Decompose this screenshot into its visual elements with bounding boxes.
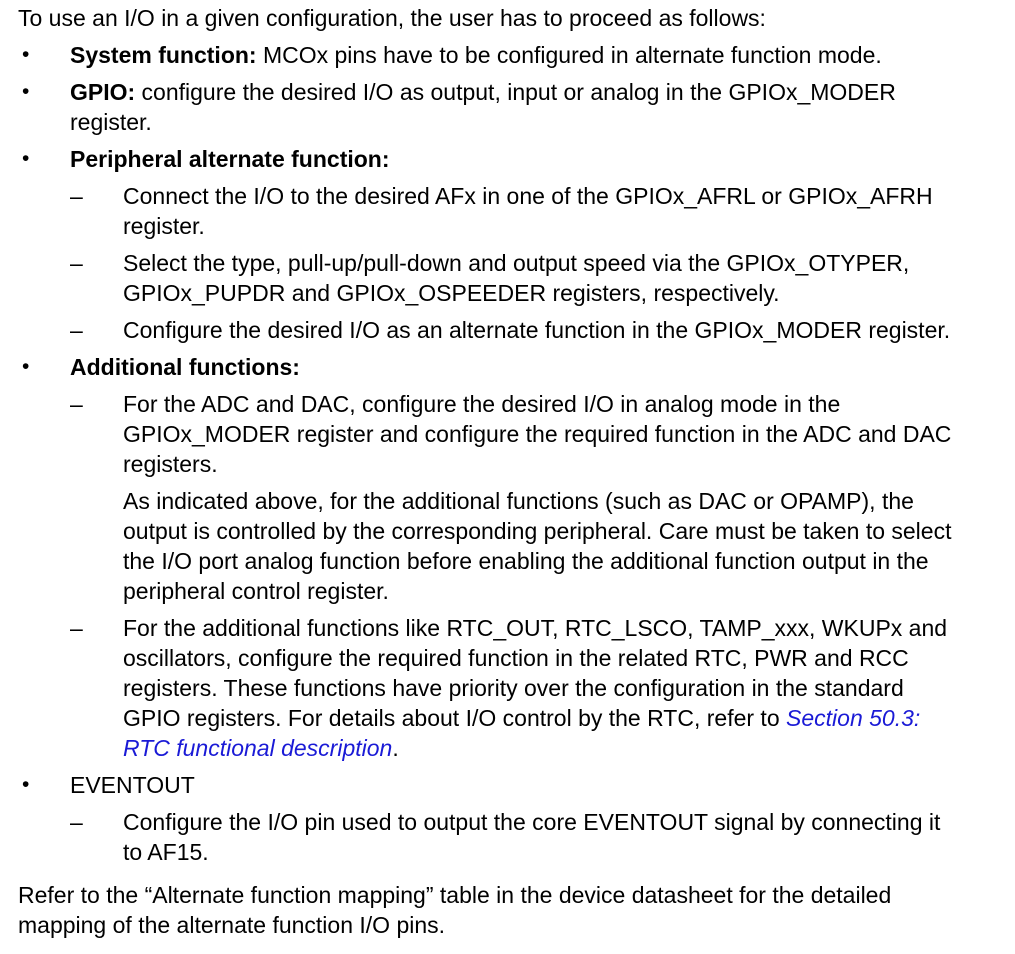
bullet-text: MCOx pins have to be configured in alternate function mode.: [256, 42, 882, 68]
subitem-text: register.: [123, 213, 205, 239]
note-text: output is controlled by the corresponding peripheral. Care must be taken to select: [123, 518, 952, 544]
dash-marker: –: [70, 250, 83, 276]
subitem-connect-afx: [18, 181, 1015, 241]
bullet-marker: •: [22, 80, 30, 103]
subitem-text: GPIO registers. For details about I/O control by the RTC, refer to: [123, 705, 787, 731]
subitem-text: GPIOx_PUPDR and GPIOx_OSPEEDER registers, respectively.: [123, 280, 780, 306]
document-body: [18, 3, 1015, 940]
outro-paragraph: [18, 880, 1015, 940]
subitem-text: Select the type, pull-up/pull-down and output speed via the GPIOx_OTYPER,: [123, 250, 910, 276]
subitem-adc-dac: [18, 389, 1015, 479]
subitem-text: to AF15.: [123, 839, 209, 865]
outro-text: Refer to the “Alternate function mapping” table in the device datasheet for the detailed: [18, 882, 892, 908]
bullet-gpio: [18, 77, 1015, 137]
dash-marker: –: [70, 615, 83, 641]
dash-marker: –: [70, 317, 83, 343]
dash-marker: –: [70, 391, 83, 417]
subitem-text: Configure the desired I/O as an alternate function in the GPIOx_MODER register.: [123, 317, 951, 343]
bullet-peripheral-alternate-function: [18, 144, 1015, 174]
bullet-eventout: [18, 770, 1015, 800]
bullet-text: register.: [70, 109, 152, 135]
bullet-title: Peripheral alternate function:: [70, 146, 390, 172]
bullet-title: Additional functions:: [70, 354, 300, 380]
bullet-marker: •: [22, 147, 30, 170]
dash-marker: –: [70, 183, 83, 209]
subitem-rtc-functions: [18, 613, 1015, 763]
bullet-title: GPIO:: [70, 79, 136, 105]
section-link[interactable]: RTC functional description: [123, 735, 393, 761]
bullet-text: configure the desired I/O as output, input or analog in the GPIOx_MODER: [135, 79, 896, 105]
outro-text: mapping of the alternate function I/O pins.: [18, 912, 446, 938]
bullet-additional-functions: [18, 352, 1015, 382]
bullet-title: System function:: [70, 42, 257, 68]
subitem-eventout-af15: [18, 807, 1015, 867]
bullet-marker: •: [22, 355, 30, 378]
subitem-select-type: [18, 248, 1015, 308]
bullet-marker: •: [22, 43, 30, 66]
note-paragraph: [18, 486, 1015, 606]
subitem-text: Connect the I/O to the desired AFx in one of the GPIOx_AFRL or GPIOx_AFRH: [123, 183, 933, 209]
subitem-text: oscillators, configure the required function in the related RTC, PWR and RCC: [123, 645, 909, 671]
subitem-text: registers. These functions have priority over the configuration in the standard: [123, 675, 904, 701]
subitem-text: For the ADC and DAC, configure the desired I/O in analog mode in the: [123, 391, 841, 417]
subitem-text: registers.: [123, 451, 218, 477]
intro-paragraph: To use an I/O in a given configuration, the user has to proceed as follows:: [18, 5, 766, 31]
bullet-system-function: [18, 40, 1015, 70]
bullet-title: EVENTOUT: [70, 772, 195, 798]
section-link[interactable]: Section 50.3:: [786, 705, 921, 731]
subitem-text: .: [392, 735, 399, 761]
note-text: peripheral control register.: [123, 578, 389, 604]
dash-marker: –: [70, 809, 83, 835]
note-text: the I/O port analog function before enabling the additional function output in the: [123, 548, 929, 574]
note-text: As indicated above, for the additional functions (such as DAC or OPAMP), the: [123, 488, 914, 514]
subitem-configure-moder: [18, 315, 1015, 345]
subitem-text: Configure the I/O pin used to output the core EVENTOUT signal by connecting it: [123, 809, 941, 835]
subitem-text: For the additional functions like RTC_OUT, RTC_LSCO, TAMP_xxx, WKUPx and: [123, 615, 948, 641]
subitem-text: GPIOx_MODER register and configure the required function in the ADC and DAC: [123, 421, 952, 447]
bullet-marker: •: [22, 773, 30, 796]
